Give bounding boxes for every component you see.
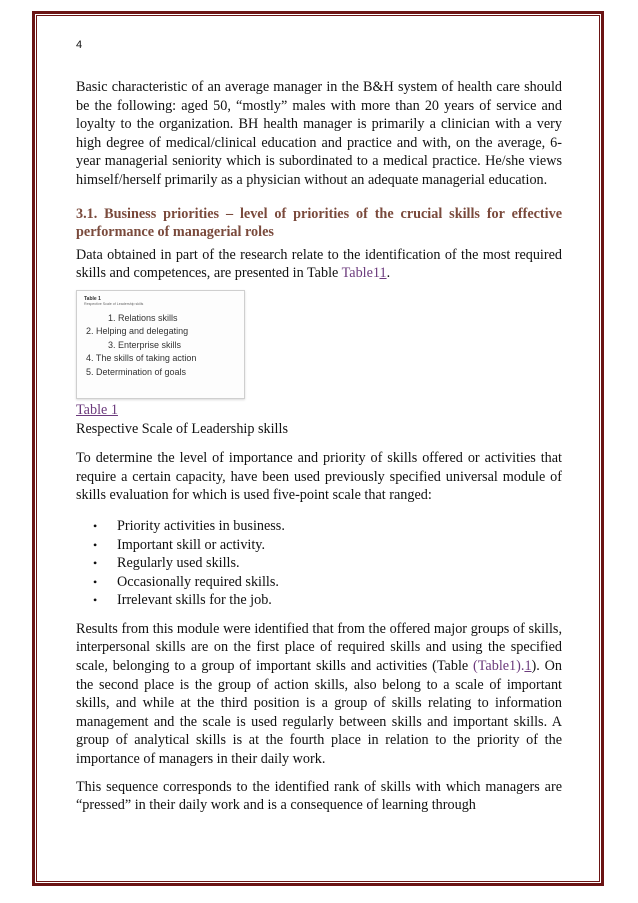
table-reference-link[interactable]: (Table1). (473, 658, 525, 675)
section-heading: 3.1. Business priorities – level of priorities of the crucial skills for effective performance of managerial roles (76, 205, 562, 241)
figure-item: 4. The skills of taking action (86, 353, 197, 364)
paragraph-manager-characteristics: Basic characteristic of an average manager in the B&H system of health care should be the following: aged 50, “mostly” males with more than 20 years of service and loyalty to the organization. BH health manager is primarily a clinician with a very high degree of medical/clinical education and practice and with, on the average, 6-year managerial seniority which is subordinated to a medical practice. He/she views himself/herself primarily as a physician without an adequate managerial education. (76, 79, 562, 188)
list-item (76, 517, 562, 536)
table-reference-link-number[interactable]: 1 (379, 265, 387, 282)
paragraph-data-obtained (76, 246, 562, 283)
bullet-icon: • (93, 537, 98, 552)
figure-item: 3. Enterprise skills (108, 339, 182, 350)
figure-item: 2. Helping and delegating (86, 326, 189, 337)
paragraph-results-before: Results from this module were identified that from the offered major groups of skills, interpersonal skills are on the first place of required skills and using the specified scale, belonging to a group of important skills and activities (Table (76, 620, 562, 675)
bullet-icon: • (93, 574, 98, 589)
list-item-text: Important skill or activity. (117, 536, 266, 553)
paragraph-results-after: ). On the second place is the group of action skills, also belong to a scale of important skills, and while at the third position is a group of skills relating to information management and the scale is used regularly between skills and important skills. A group of analytical skills is at the fourth place in relation to the priority of the importance of managers in their daily work. (76, 658, 562, 768)
list-item (76, 591, 562, 610)
table-figure-image (76, 290, 245, 399)
figure-caption-link[interactable]: Table 1 (76, 401, 118, 418)
figure-item: 5. Determination of goals (86, 366, 187, 377)
paragraph-data-end: . (386, 265, 391, 282)
figure-title: Table 1 (84, 295, 101, 302)
list-item-text: Irrelevant skills for the job. (117, 592, 272, 609)
paragraph-data-text: Data obtained in part of the research relate to the identification of the most required skills and competences, are presented in Table (76, 246, 562, 282)
list-item-text: Priority activities in business. (117, 517, 285, 534)
bullet-icon: • (93, 593, 98, 608)
bullet-icon: • (93, 518, 98, 533)
list-item (76, 536, 562, 555)
figure-caption-text: Respective Scale of Leadership skills (76, 420, 288, 437)
page-number: 4 (76, 39, 83, 51)
bullet-icon: • (93, 556, 98, 571)
table-reference-link[interactable]: Table1 (341, 265, 380, 282)
list-item-text: Regularly used skills. (117, 555, 240, 572)
paragraph-results (76, 620, 562, 769)
figure-item: 1. Relations skills (108, 312, 178, 323)
list-item (76, 554, 562, 573)
paragraph-scale-description: To determine the level of importance and priority of skills offered or activities that require a certain capacity, have been used previously specified universal module of skills evaluation for which is used five-point scale that ranged: (76, 450, 562, 504)
list-item-text: Occasionally required skills. (117, 573, 279, 590)
figure-skill-list (84, 312, 239, 379)
scale-bullet-list (76, 517, 562, 610)
table-reference-link-number[interactable]: 1 (524, 658, 532, 675)
list-item (76, 573, 562, 592)
paragraph-sequence: This sequence corresponds to the identified rank of skills with which managers are “pressed” in their daily work and is a consequence of learning through (76, 778, 562, 814)
figure-subtitle: Respective Scale of Leadership skills (84, 301, 144, 306)
page-content (76, 38, 562, 815)
